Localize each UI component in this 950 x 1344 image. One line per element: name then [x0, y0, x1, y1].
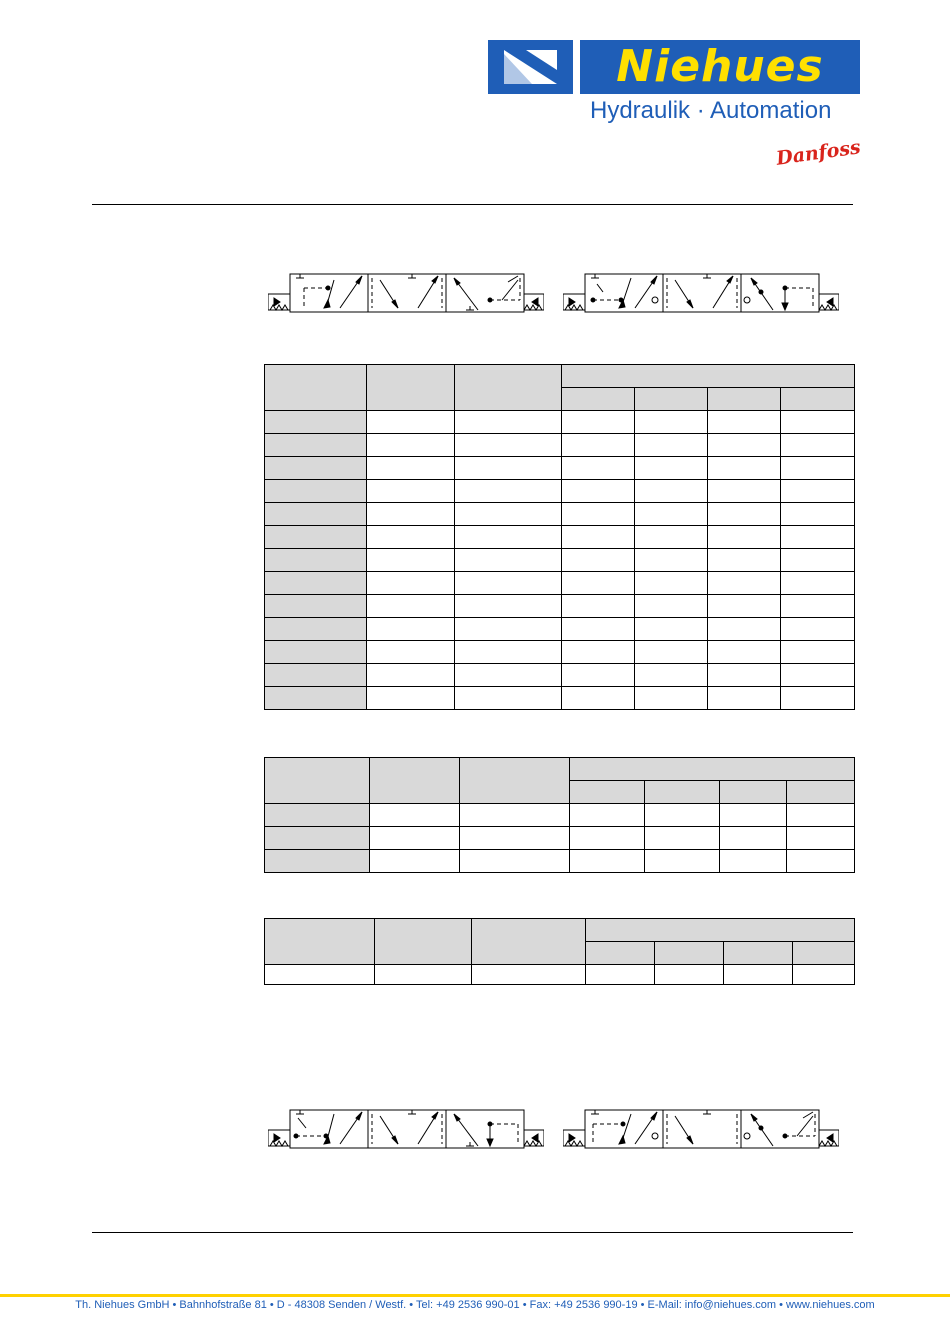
table-3-header-cell	[472, 919, 586, 965]
logo-emblem-icon	[488, 40, 573, 94]
logo-tagline: Hydraulik · Automation	[590, 97, 832, 124]
table-1-subheader-cell	[562, 388, 635, 411]
table-row	[265, 480, 855, 503]
table-2-header-cell	[265, 758, 370, 804]
table-2-subheader-cell	[645, 781, 720, 804]
spec-table-3	[264, 918, 855, 985]
table-row	[265, 411, 855, 434]
table-row	[265, 687, 855, 710]
table-1-header-cell	[265, 365, 367, 411]
footer-accent-bar	[0, 1294, 950, 1297]
logo-wordmark	[580, 40, 860, 94]
table-row	[265, 641, 855, 664]
table-row	[265, 595, 855, 618]
table-1-header-cell	[455, 365, 562, 411]
table-row	[265, 827, 855, 850]
table-2-subheader-cell	[787, 781, 855, 804]
table-3-header-cell	[375, 919, 472, 965]
valve-symbol-4-3-d	[563, 1106, 839, 1150]
table-2-header-cell	[370, 758, 460, 804]
footer-contact: Th. Niehues GmbH • Bahnhofstraße 81 • D - 48308 Senden / Westf. • Tel: +49 2536 990-01 • Fax: +49 2536 990-19 • E-Mail: info@niehues.com • www.niehues.com	[75, 1299, 875, 1311]
valve-symbol-4-3-a	[268, 270, 544, 314]
logo-name-text: Niehues	[616, 41, 824, 92]
table-1-subheader-cell	[635, 388, 708, 411]
spec-table-2	[264, 757, 855, 873]
table-2-subheader-cell	[570, 781, 645, 804]
table-row	[265, 965, 855, 985]
footer-divider	[92, 1232, 853, 1233]
table-1-header-cell	[367, 365, 455, 411]
table-row	[265, 804, 855, 827]
table-1-subheader-cell	[708, 388, 781, 411]
valve-symbol-4-3-b	[563, 270, 839, 314]
table-3-subheader-cell	[586, 942, 655, 965]
table-row	[265, 618, 855, 641]
table-2-header-group	[570, 758, 855, 781]
table-row	[265, 850, 855, 873]
table-3-subheader-cell	[793, 942, 855, 965]
table-3-header-group	[586, 919, 855, 942]
table-2-header-cell	[460, 758, 570, 804]
table-1-header-group	[562, 365, 855, 388]
header-divider	[92, 204, 853, 205]
table-row	[265, 503, 855, 526]
table-row	[265, 572, 855, 595]
danfoss-logo: Danfoss	[774, 136, 862, 170]
table-2-subheader-cell	[720, 781, 787, 804]
table-row	[265, 457, 855, 480]
table-3-subheader-cell	[655, 942, 724, 965]
table-row	[265, 434, 855, 457]
table-3-subheader-cell	[724, 942, 793, 965]
niehues-logo	[488, 40, 860, 94]
table-3-header-cell	[265, 919, 375, 965]
table-1-subheader-cell	[781, 388, 855, 411]
table-row	[265, 664, 855, 687]
table-row	[265, 526, 855, 549]
spec-table-1	[264, 364, 855, 710]
valve-symbol-4-3-c	[268, 1106, 544, 1150]
table-row	[265, 549, 855, 572]
